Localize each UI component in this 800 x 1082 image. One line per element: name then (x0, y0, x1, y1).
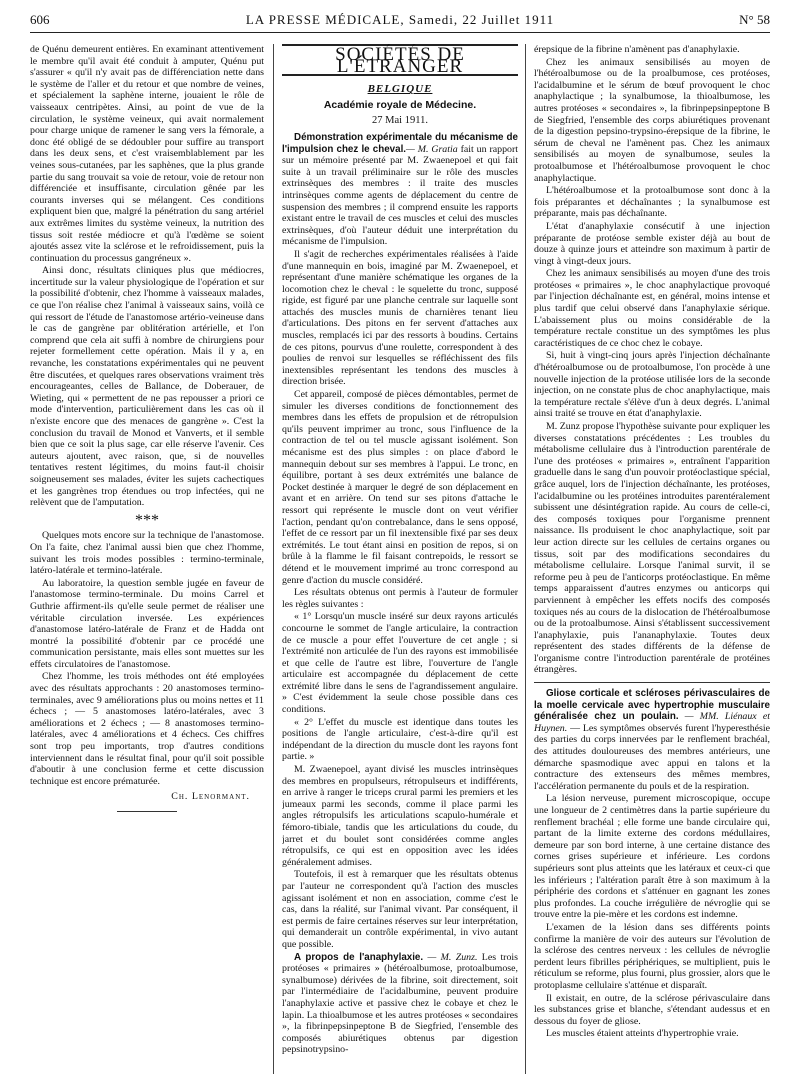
article-title: Gliose corticale et scléroses périvasculaires de la moelle cervicale avec hypertrophie musculaire généralisée chez un poulain. (534, 688, 770, 723)
end-rule (117, 811, 177, 812)
column-divider (525, 44, 526, 1074)
paragraph: de Quénu demeurent entières. En examinant attentivement le membre qu'il avait été conduit à amputer, Quénu put s'assurer « qu'il n'y avait pas de différenciation nette dans le système de l'aller et du retour et que nombre de veines, et spécialement la saphène interne, jouaient le rôle de vaisseaux centripètes. Ainsi, au point de vue de la circulation, le système veineux, qui avait normalement pour charge unique de ramener le sang vers la fémorale, a donc été obligé de se dédoubler pour suffire au transport dans les deux sens, et c'est vraisemblablement par les veines sous-cutanées, par les saphènes, que la plus grande partie du sang trouvait sa voie de retour, voie de retour non différenciée et insuffisante, circulation gênée par les courants inverses qui se mélangent. Ces conditions expliquent bien que, malgré la pénétration du sang artériel aux extrêmes limites du système veineux, la nutrition des tissus soit restée médiocre et qu'à l'œdème se soient ajoutés assez vite la sclérose et le refroidissement, puis la continuation du processus gangréneux ». (30, 44, 264, 264)
article-separator (534, 682, 770, 683)
article-author: — MM. Liénaux et Huynen. (534, 711, 770, 734)
paragraph: « 1° Lorsqu'un muscle inséré sur deux rayons articulés concourne le sommet de l'angle articulaire, la contraction de ce muscle a pour effet l'ouverture de cet angle ; si l'extrémité non articulée de l'un des rayons est immobilisée et que celle de l'autre est libre, l'ouverture de l'angle articulaire est accompagnée du déplacement de cette extrémité libre dans le sens de l'agrandissement angulaire. » C'est évidemment la seule chose possible dans ces conditions. (282, 611, 518, 716)
paragraph: Les résultats obtenus ont permis à l'auteur de formuler les règles suivantes : (282, 587, 518, 610)
session-date: 27 Mai 1911. (372, 115, 428, 127)
paragraph: M. Zunz propose l'hypothèse suivante pour expliquer les diverses constatations précédentes : Les troubles du métabolisme cellulaire dus à l'introduction parentérale de l'une des protéoses « primaires », entraînent l'apparition graduelle dans le sang d'un pouvoir protéoclastique spécial, grâce auquel, lors de l'injection déchaînante, les protéoses, l'acidalbumine ou les protéines introduites parentéralement subissent une désintégration rapide. Au cours de celle-ci, des composés toxiques pour l'organisme prennent naissance. Ils produisent le choc anaphylactique, soit par leur action directe sur les cellules de certains organes ou tissus, soit par des modifications secondaires du métabolisme cellulaire. Lorsque l'animal survit, il se reforme peu à peu de l'anticorps protéoclastique. En même temps apparaissent d'autres enzymes ou anticorps qui parviennent à empêcher les effets nocifs des composés toxiques nés au cours de la dislocation de l'hétéroalbumose ou de la protoalbumose. Ainsi s'établissent successivement l'anaphylaxie, puis l'ananaphylaxie. Toutes deux représentent des stades différents de la défense de l'organisme contre l'introduction parentérale de protéines étrangères. (534, 421, 770, 676)
paragraph: L'état d'anaphylaxie consécutif à une injection préparante de protéose semble exister déjà au bout de douze à quinze jours et atteindre son maximum à partir de vingt à vingt-deux jours. (534, 220, 770, 267)
country-heading: BELGIQUE (367, 83, 433, 96)
page-header (30, 10, 770, 33)
article-author: — M. Zunz. (427, 951, 478, 963)
article-paragraph (534, 688, 770, 792)
article-title: Démonstration expérimentale du mécanisme de l'impulsion chez le cheval. (282, 131, 518, 155)
author-signature: Ch. Lenormant. (171, 791, 250, 803)
journal-title: LA PRESSE MÉDICALE, Samedi, 22 Juillet 1911 (245, 12, 555, 27)
paragraph: Cet appareil, composé de pièces démontables, permet de simuler les diverses conditions de fonctionnement des membres dans les effets de propulsion et de rétropulsion qu'ils peuvent imprimer au tronc, sous l'influence de la contraction de tel ou tel muscle agissant isolément. Son mécanisme est des plus simples : on place d'abord le mannequin debout sur ses membres à l'appui. Le tronc, en équilibre, portant à ses deux extrémités une balance de Pocket destinée à marquer le degré de son déplacement en avant et en arrière. On tend sur ses pitons d'attache le ressort qui représente le muscle dont on veut vérifier l'action, pendant qu'on contrebalance, dans le sens opposé, l'effet de ce ressort par un fil inextensible fixé par ses deux extrémités. Le tout étant ainsi en position de repos, si on brûle à la flamme le fil faisant contrepoids, le ressort se détend et le mouvement imprimé au tronc correspond au genre d'action du muscle considéré. (282, 389, 518, 586)
article-author: — M. Gratia (406, 143, 458, 155)
column-divider (273, 44, 274, 1074)
paragraph: Chez les animaux sensibilisés au moyen d'une des trois protéoses « primaires », le choc anaphylactique provoqué par l'injection déchaînante est, en général, moins intense et plus tardif que celui observé dans l'anaphylaxie sérique. L'abaissement plus ou moins considérable de la température rectale constitue un des symptômes les plus caractéristiques de ce choc chez le cobaye. (534, 268, 770, 349)
paragraph: Ainsi donc, résultats cliniques plus que médiocres, incertitude sur la valeur physiologique de l'opération et sur la possibilité d'obtenir, chez l'homme à vaisseaux malades, ce que l'on réalise chez l'animal à vaisseaux sains, voilà ce qui ressort de l'étude de l'anastomose artério-veineuse dans le cas de gangrène par oblitération artérielle, et l'on comprend que cela ait suffi à nombre de chirurgiens pour rejeter formellement cette opération. Mais il y a, en revanche, les constatations expérimentales qui ne peuvent être discutées, et quelques rares observations vraiment très encourageantes, celles de Ballance, de Doberauer, de Wieting, qui « permettent de ne pas repousser a priori ce mode d'intervention, particulièrement dans les cas où il n'existe encore que des menaces de gangrène ». C'est la conclusion du travail de Monod et Vanverts, et il semble bien que ce soit la plus sage, car elle réserve l'avenir. Ces auteurs ajoutent, avec raison, que, si de nouvelles tentatives restent légitimes, du moins faut-il choisir soigneusement ses malades, éviter les sujets cachectiques et les gangrènes trop étendues ou trop infectées, qui ne relèvent que de l'amputation. (30, 265, 264, 509)
paragraph: Chez l'homme, les trois méthodes ont été employées avec des résultats approchants : 20 anastomoses termino-terminales, avec 9 améliorations plus ou moins nettes et 11 échecs ; — 5 anastomoses latéro-latérales, avec 3 améliorations et 2 échecs ; — 8 anastomoses termino-latérales, avec 4 améliorations et 4 échecs. Ces chiffres sont trop peu importants, trop d'autres conditions interviennent dans le résultat final, pour qu'il soit possible d'aboutir à une conclusion ferme et cette discussion technique est encore prématurée. (30, 671, 264, 787)
paragraph: L'hétéroalbumose et la protoalbumose sont donc à la fois préparantes et déchaînantes ; la synalbumose est préparante, mais pas déchaînante. (534, 185, 770, 220)
paragraph: Au laboratoire, la question semble jugée en faveur de l'anastomose termino-terminale. Du moins Carrel et Guthrie affirment-ils qu'elle seule permet de réaliser une véritable circulation inversée. Les expériences d'anastomose latéro-latérale de Franz et de Hadda ont montré la possibilité d'obtenir par ce procédé une communication persistante, mais elles sont muettes sur les effets circulatoires de l'anastomose. (30, 577, 264, 670)
paragraph: érepsique de la fibrine n'amènent pas d'anaphylaxie. (534, 44, 740, 55)
paragraph: « 2° L'effet du muscle est identique dans toutes les positions de l'angle articulaire, c'est-à-dire qu'il est indépendant de la direction du muscle dont les rayons font partie. » (282, 716, 518, 763)
article-title: A propos de l'anaphylaxie. (294, 951, 424, 963)
column-left (30, 44, 264, 1074)
page-number: 606 (30, 12, 50, 27)
paragraph: Les muscles étaient atteints d'hypertrophie vraie. (546, 1028, 739, 1040)
paragraph: M. Zwaenepoel, ayant divisé les muscles intrinsèques des membres en propulseurs, rétropulseurs et indifférents, en arrive à ranger le triceps crural parmi les premiers et les jumeaux parmi les seconds, comme il place parmi les angles rétropulsifs les articulations scapulo-humérale et fémoro-tibiale, tandis que les articulations du coude, du jarret et du boulet sont considérées comme angles rétropulsifs, ce qui est en opposition avec les idées généralement admises. (282, 764, 518, 868)
column-right (534, 44, 770, 1074)
article-text: — Les symptômes observés furent l'hyperesthésie des parties du corps innervées par le renflement brachéal, des attitudes douloureuses des membres antérieurs, une démarche spasmodique avec appui en talons et la contracture des extenseurs des mêmes membres, l'accélération permanente du pouls et de la respiration. (534, 722, 770, 792)
paragraph: Chez les animaux sensibilisés au moyen de l'hétéroalbumose ou de la proalbumose, ces protéoses, l'acidalbumine et le sérum de bœuf provoquent le choc anaphylactique ; la synalbumose, la thioalbumose, les autres protéoses « secondaires », la fibrinpepsinpeptone B de Siegfried, l'ensemble des corps abiurétiques provenant de la digestion pepsino-trypsino-érepsique de la fibrine, le sérum de cheval ne l'amènent pas. Chez les animaux sensibilisés au moyen de synalbumose, seules la protoalbumose et l'hétéroalbumose provoquent le choc anaphylactique. (534, 56, 770, 184)
paragraph: Si, huit à vingt-cinq jours après l'injection déchaînante d'hétéroalbumose ou de protoalbumose, l'on procède à une nouvelle injection de la protéose utilisée lors de la seconde injection, on ne constate plus de choc anaphylactique, mais la température rectale s'élève d'un à deux degrés. L'animal ainsi traité se trouve en état d'anaphylaxie. (534, 350, 770, 420)
article-paragraph (282, 132, 518, 248)
section-break-stars: *** (135, 511, 159, 529)
paragraph: Il existait, en outre, de la sclérose périvasculaire dans les substances grise et blanche, s'étendant audessus et en dessous du foyer de gliose. (534, 992, 770, 1027)
paragraph: La lésion nerveuse, purement microscopique, occupe une longueur de 2 centimètres dans la partie supérieure du renflement brachéal ; elle forme une bande circulaire qui, partant de la limite externe des cordons médullaires, demeure par son bord interne, à une certaine distance des cornes grises supérieure et inférieure. Les cordons supérieurs sont plus atteints que les latéraux et ceux-ci que les inférieurs ; l'altération paraît être à son maximum à la périphérie des cordons et s'atténuer en gagnant les zones plus profondes. La couche irrégulière de névroglie qui se trouve entre la pie-mère et les cordons est indemne. (534, 793, 770, 921)
article-text: fait un rapport sur un mémoire présenté par M. Zwaenepoel et qui fait suite à un travail préliminaire sur le rôle des muscles extrinsèques des membres : il traite des muscles intrinsèques comme agents de déplacement du centre de suspension des membres ; il comprend ensuite les rapports existant entre le travail de ces muscles et celui des muscles extrinsèques, d'où l'auteur déduit une interprétation du mécanisme de l'impulsion. (282, 143, 518, 248)
academy-heading: Académie royale de Médecine. (323, 98, 477, 111)
article-paragraph (282, 952, 518, 1056)
section-banner: SOCIÉTÉS DE L'ÉTRANGER (282, 44, 518, 76)
paragraph: Quelques mots encore sur la technique de l'anastomose. On l'a faite, chez l'animal aussi bien que chez l'homme, suivant les trois modes possibles : termino-terminale, latéro-latérale et termino-latérale. (30, 530, 264, 577)
paragraph: Toutefois, il est à remarquer que les résultats obtenus par l'auteur ne correspondent qu'à l'action des muscles agissant isolément et non en association, comme c'est le cas, dans la réalité, sur l'animal vivant. Par conséquent, il est permis de faire certaines réserves sur leur interprétation, qui demanderait un contrôle expérimental, in vivo autant que possible. (282, 869, 518, 950)
article-text: Les trois protéoses « primaires » (hétéroalbumose, protoalbumose, synalbumose) dérivées de la fibrine, soit directement, soit par l'intermédiaire de l'acidalbumine, peuvent produire l'anaphylaxie active et passive chez le cobaye et chez le lapin. La thioalbumose et les autres protéoses « secondaires », la fibrinpepsinpeptone B de Siegfried, l'ensemble des composés abiurétiques obtenus par digestion pepsinotrypsino- (282, 951, 518, 1056)
paragraph: L'examen de la lésion dans ses différents points confirme la manière de voir des auteurs sur l'évolution de la sclérose des centres nerveux : les cellules de névroglie perdent leurs fibrilles périphériques, se multiplient, puis le réticulum se reforme, plus fourni, plus grossier, alors que le protoplasme cellulaire s'atténue et disparaît. (534, 921, 770, 991)
paragraph: Il s'agit de recherches expérimentales réalisées à l'aide d'une mannequin en bois, imaginé par M. Zwaenepoel, et représentant d'une manière schématique les organes de la locomotion chez le cheval : le squelette du tronc, supposé rigide, est figuré par une planche centrale sur laquelle sont attachés des muscles munis de charnières tenant lieu d'articulations. Des pitons en fer servent d'attaches aux muscles, remplacés ici par des ressorts à boudins. Certains de ces pitons, pourvus d'une roulette, correspondent à des poulies de renvoi sur lesquelles se réfléchissent des fils inextensibles représentant les tendons des muscles à direction brisée. (282, 248, 518, 388)
issue-number: N° 58 (739, 12, 770, 27)
column-middle (282, 44, 518, 1074)
